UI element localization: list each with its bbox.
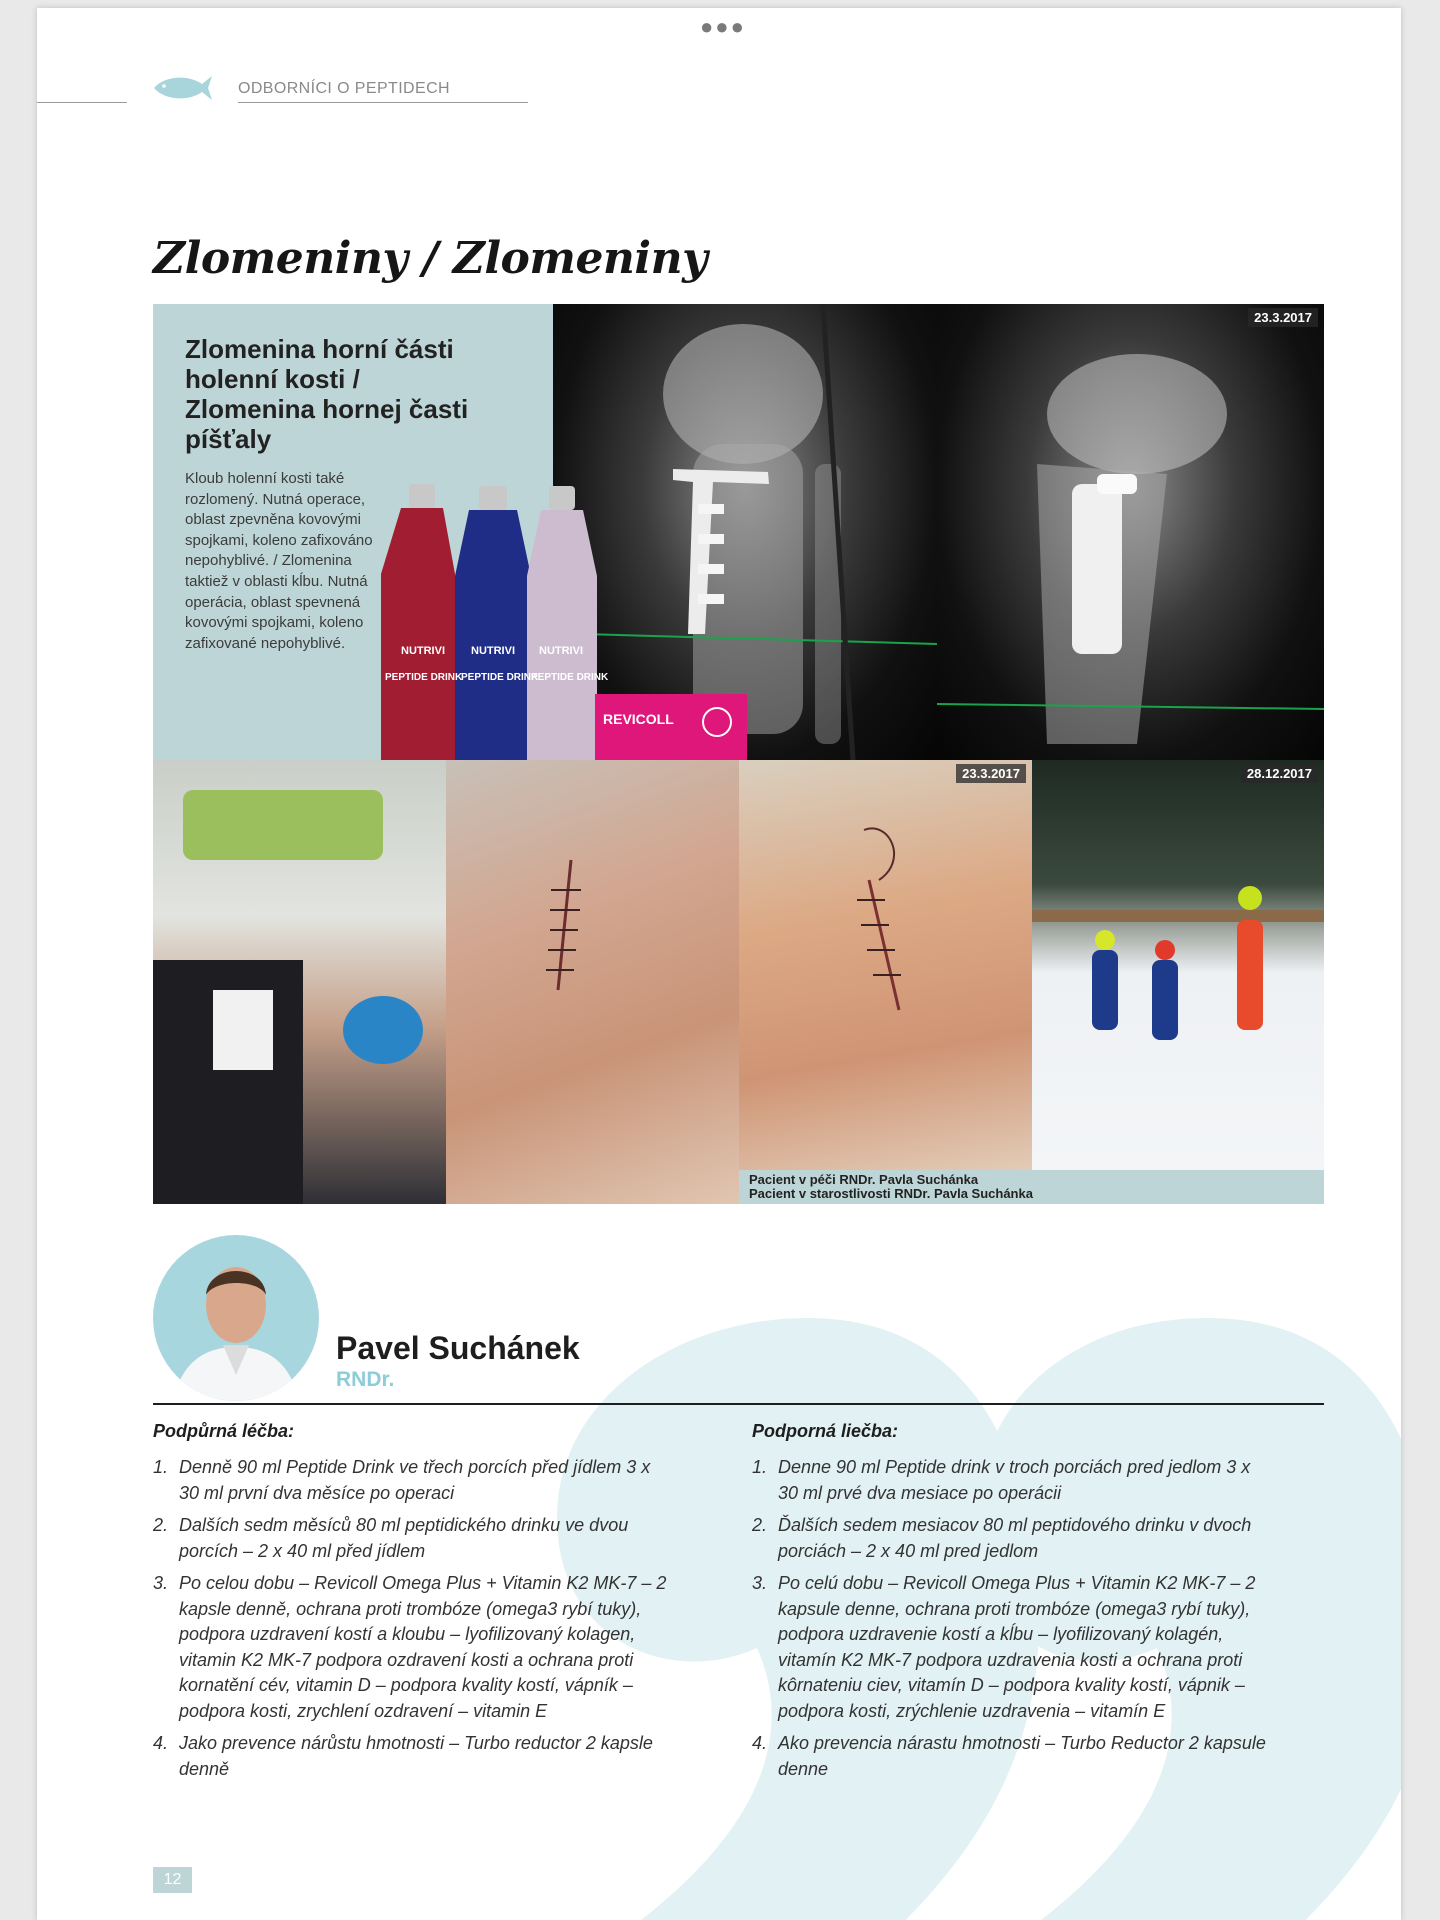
list-number: 2. bbox=[153, 1515, 169, 1535]
intro-heading: Zlomenina horní části holenní kosti / Zlomenina hornej časti píšťaly bbox=[185, 334, 469, 454]
list-number: 2. bbox=[752, 1515, 768, 1535]
list-text: Ako prevencia nárastu hmotnosti – Turbo Reductor 2 kapsule denne bbox=[778, 1733, 1266, 1779]
list-text: Denne 90 ml Peptide drink v troch porciách pred jedlom 3 x 30 ml prvé dva mesiace po operácii bbox=[778, 1457, 1251, 1503]
healing-wound-illustration bbox=[739, 760, 1032, 1204]
list-number: 1. bbox=[153, 1457, 169, 1477]
xray-side-photo bbox=[937, 304, 1324, 760]
treatment-cs-list bbox=[153, 1455, 673, 1782]
page-number: 12 bbox=[153, 1867, 192, 1893]
magazine-page bbox=[37, 8, 1401, 1920]
skiing-illustration bbox=[1032, 760, 1324, 1204]
list-number: 3. bbox=[752, 1573, 768, 1593]
more-dots-icon[interactable]: ●●● bbox=[700, 14, 746, 39]
list-item bbox=[153, 1513, 673, 1564]
bottle-label-2: PEPTIDE DRINK bbox=[461, 672, 539, 683]
list-text: Ďalších sedem mesiacov 80 ml peptidového drinku v dvoch porciách – 2 x 40 ml pred jedlom bbox=[778, 1515, 1252, 1561]
fish-icon bbox=[150, 72, 214, 104]
ski-date: 28.12.2017 bbox=[1241, 764, 1318, 783]
xray-side-illustration bbox=[937, 304, 1324, 760]
box-label: REVICOLL bbox=[603, 711, 674, 727]
author-portrait-illustration bbox=[153, 1235, 319, 1401]
bottle-brand-2: NUTRIVI bbox=[471, 645, 515, 657]
author-divider bbox=[153, 1403, 1324, 1405]
healing-wound-photo bbox=[739, 760, 1032, 1204]
list-number: 1. bbox=[752, 1457, 768, 1477]
list-item bbox=[153, 1455, 673, 1506]
list-text: Denně 90 ml Peptide Drink ve třech porcích před jídlem 3 x 30 ml první dva měsíce po operaci bbox=[179, 1457, 651, 1503]
list-item bbox=[752, 1513, 1272, 1564]
caption-sk: Pacient v starostlivosti RNDr. Pavla Suchánka bbox=[749, 1186, 1033, 1201]
surgical-wound-illustration bbox=[446, 760, 739, 1204]
treatment-cs bbox=[153, 1421, 673, 1789]
skiing-photo bbox=[1032, 760, 1324, 1204]
avatar bbox=[153, 1235, 319, 1401]
list-item bbox=[752, 1455, 1272, 1506]
caption-cs: Pacient v péči RNDr. Pavla Suchánka bbox=[749, 1172, 979, 1187]
list-text: Po celú dobu – Revicoll Omega Plus + Vitamin K2 MK-7 – 2 kapsule denne, ochrana proti trombóze (omega3 rybí tuky), podpora uzdravenie kostí a kĺbu – lyofilizovaný kolagén, vitamín K2 MK-7 podpora uzdravenia kosti a ochrana proti kôrnateniu ciev, vitamín D – podpora kvality kostí, vápnik – podpora kosti, zrýchlenie uzdravenia – vitamín E bbox=[778, 1573, 1256, 1721]
list-text: Po celou dobu – Revicoll Omega Plus + Vitamin K2 MK-7 – 2 kapsle denně, ochrana proti trombóze (omega3 rybí tuky), podpora uzdravení kostí a kloubu – lyofilizovaný kolagen, vitamin K2 MK-7 podpora ozdravení kosti a ochrana proti kornatění cév, vitamin D – podpora kvality kostí, vápník – podpora kosti, zrychlení ozdravení – vitamin E bbox=[179, 1573, 667, 1721]
bottle-brand-3: NUTRIVI bbox=[539, 645, 583, 657]
list-number: 3. bbox=[153, 1573, 169, 1593]
section-label: ODBORNÍCI O PEPTIDECH bbox=[238, 80, 450, 97]
hospital-knee-illustration bbox=[153, 760, 446, 1204]
list-item bbox=[752, 1571, 1272, 1724]
treatment-sk bbox=[752, 1421, 1272, 1789]
list-item bbox=[752, 1731, 1272, 1782]
treatment-sk-list bbox=[752, 1455, 1272, 1782]
bottle-pink bbox=[527, 486, 597, 784]
list-text: Jako prevence nárůstu hmotnosti – Turbo reductor 2 kapsle denně bbox=[179, 1733, 653, 1779]
intro-text: Kloub holenní kosti také rozlomený. Nutná operace, oblast zpevněna kovovými spojkami, koleno zafixováno nepohyblivé. / Zlomenina taktiež v oblasti kĺbu. Nutná operácia, oblast spevnená kovovými spojkami, koleno zafixované nepohyblivé. bbox=[185, 470, 373, 652]
author-title: RNDr. bbox=[336, 1368, 395, 1391]
bottle-blue bbox=[455, 486, 531, 784]
page-title: Zlomeniny / Zlomeniny bbox=[153, 233, 708, 284]
treatment-cs-heading: Podpůrná léčba: bbox=[153, 1421, 295, 1441]
products-image bbox=[381, 484, 761, 784]
header-rule-left bbox=[37, 102, 127, 103]
bottle-brand-1: NUTRIVI bbox=[401, 645, 445, 657]
xray-date: 23.3.2017 bbox=[1248, 308, 1318, 327]
bottle-label-1: PEPTIDE DRINK bbox=[385, 672, 463, 683]
bottle-red bbox=[381, 484, 455, 784]
list-number: 4. bbox=[153, 1733, 169, 1753]
header-rule-right bbox=[238, 102, 528, 103]
photo-collage bbox=[153, 304, 1324, 1204]
surgery-date: 23.3.2017 bbox=[956, 764, 1026, 783]
hospital-knee-photo bbox=[153, 760, 446, 1204]
list-item bbox=[153, 1571, 673, 1724]
treatment-sk-heading: Podporná liečba: bbox=[752, 1421, 899, 1441]
bottle-label-3: PEPTIDE DRINK bbox=[531, 672, 609, 683]
list-text: Dalších sedm měsíců 80 ml peptidického drinku ve dvou porcích – 2 x 40 ml před jídlem bbox=[179, 1515, 629, 1561]
list-item bbox=[153, 1731, 673, 1782]
surgical-wound-photo bbox=[446, 760, 739, 1204]
list-number: 4. bbox=[752, 1733, 768, 1753]
author-name: Pavel Suchánek bbox=[336, 1330, 580, 1366]
photo-caption bbox=[739, 1170, 1324, 1204]
